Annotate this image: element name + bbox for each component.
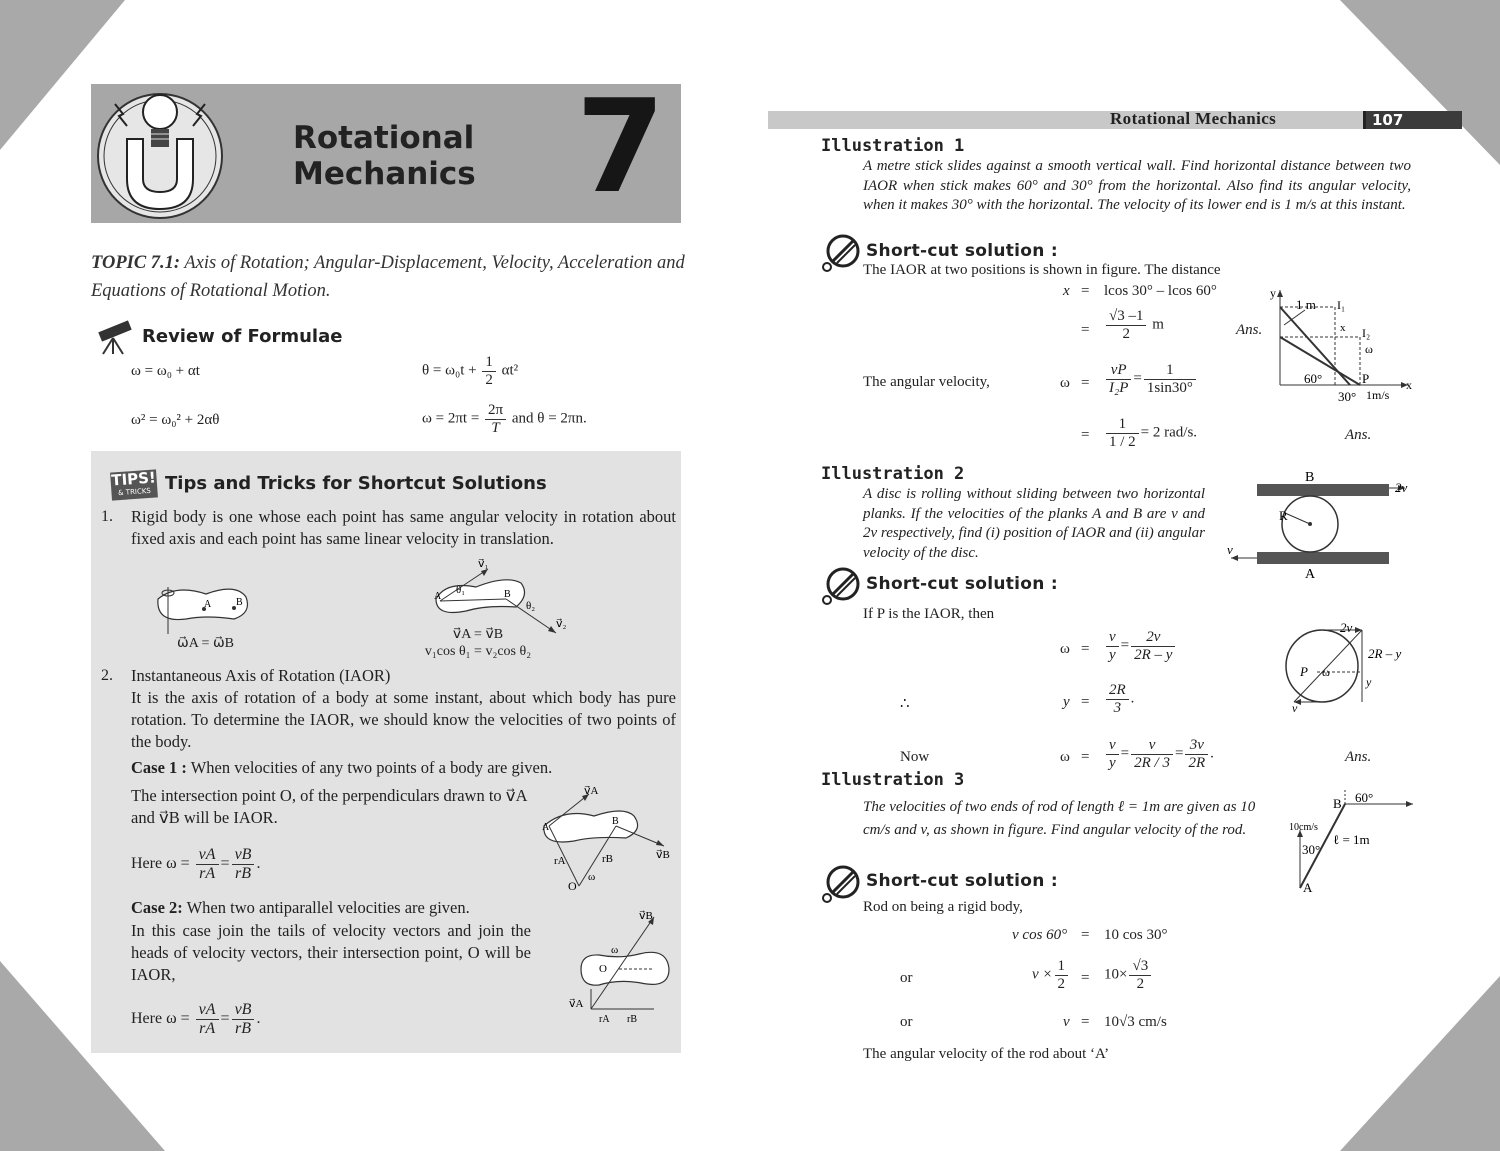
- ill2-fig2-y: y: [1366, 675, 1372, 689]
- ill1-iaor-figure: [1270, 285, 1415, 405]
- ill2-eq3-den2: 2R / 3: [1134, 754, 1170, 771]
- ill1-fig-I2: I₂: [1362, 326, 1371, 340]
- ill2-eq3: $\frac{v}{y}$ = $\frac{v}{2R / 3}$ = $\frac{3v}{2R}$ .: [1104, 737, 1214, 771]
- ill3-eq1-left: v cos 60°: [1012, 927, 1068, 943]
- case1-desc: The intersection point O, of the perpendiculars drawn to v⃗A and v⃗B will be IAOR.: [131, 786, 527, 827]
- ill1-fig-30: 30°: [1338, 389, 1357, 404]
- ill3-rod-figure: [1285, 788, 1420, 898]
- formula-2: [422, 354, 518, 388]
- ill1-fig-60: 60°: [1304, 371, 1323, 386]
- fig1-label-a: A: [204, 599, 212, 610]
- ill1-eq4-den: 1 / 2: [1109, 433, 1136, 450]
- tips-badge-main: TIPS!: [110, 468, 157, 490]
- ill1-fig-I1: I₁: [1337, 298, 1346, 312]
- ill2-eq1: $\frac{v}{y}$ = $\frac{2v}{2R - y}$: [1104, 629, 1177, 663]
- ill3-eq2-num: 1: [1055, 958, 1069, 976]
- fig3-vA: v⃗A: [584, 786, 599, 797]
- fig4-vA: v⃗A: [569, 998, 584, 1010]
- tips-box: [91, 451, 681, 1053]
- fig3-vB: v⃗B: [656, 849, 670, 861]
- telescope-icon: [91, 318, 137, 356]
- ill2-fig-v: v: [1227, 542, 1233, 557]
- fig4-O: O: [599, 963, 607, 975]
- case2-iaor-figure: [569, 909, 679, 1024]
- ill2-fig2-omega: ω: [1322, 665, 1330, 679]
- fig2-caption: [418, 626, 538, 660]
- running-header-title: Rotational Mechanics: [1110, 109, 1277, 128]
- ill1-fig-velocity: 1m/s: [1366, 388, 1390, 402]
- case2-equation: Here ω = $\frac{vA}{rA}$ = $\frac{vB}{rB}$ .: [131, 1001, 261, 1037]
- formula-2-den: 2: [485, 371, 493, 388]
- tips-item2-title: Instantaneous Axis of Rotation (IAOR): [131, 666, 391, 685]
- ill1-omega: ω: [1060, 375, 1070, 391]
- case1-text: When velocities of any two points of a body are given.: [190, 758, 553, 777]
- case2-desc: In this case join the tails of velocity vectors and join the heads of velocity vectors, their intersection point, O will be IAOR,: [131, 921, 531, 984]
- fig3-A: A: [542, 822, 550, 833]
- illustration-3-title: Illustration 3: [821, 770, 965, 790]
- ill2-eq3-num2: v: [1131, 737, 1173, 755]
- case1-omega: ω =: [166, 854, 190, 872]
- ill1-fig-y: y: [1270, 286, 1276, 300]
- ill3-or-1: or: [900, 970, 913, 986]
- ill3-eq2-left-text: v ×: [1032, 966, 1053, 983]
- case2-omega: ω =: [166, 1009, 190, 1027]
- formula-4-den: T: [491, 419, 500, 436]
- fig2-label-a: A: [434, 591, 442, 602]
- shortcut-icon: [821, 233, 861, 273]
- ill2-fig2-2v: 2v: [1340, 620, 1353, 635]
- corner-bottom-right: [1340, 976, 1500, 1151]
- ill2-now: Now: [900, 749, 930, 765]
- ill2-eq2-den: 3: [1113, 699, 1122, 716]
- illustration-2-title: Illustration 2: [821, 464, 965, 484]
- fig2-caption-2: v₁cos θ₁ = v₂cos θ₂: [424, 644, 532, 659]
- ill3-eq1-equals: =: [1081, 927, 1090, 943]
- shortcut-icon: [821, 864, 861, 904]
- formula-2-num: 1: [482, 354, 496, 372]
- ill3-eq2-right: [1104, 958, 1153, 992]
- shortcut-icon: [821, 566, 861, 606]
- case2-rB: rB: [235, 1019, 251, 1037]
- ill1-eq3: $\frac{vP}{\text{I₂P}}$ = $\frac{1}{1\sin 30^\circ}$: [1104, 362, 1198, 396]
- fig4-rB: rB: [627, 1014, 637, 1024]
- ill1-fig-x-label: x: [1340, 322, 1346, 334]
- illustration-1-shortcut-title: Short-cut solution :: [866, 241, 1058, 261]
- ill2-fig-2v: 2v: [1395, 480, 1408, 495]
- ill3-angular-velocity-text: The angular velocity of the rod about ‘A’: [863, 1046, 1110, 1062]
- fig1-label-b: B: [236, 597, 243, 608]
- fig2-theta1: θ₁: [456, 584, 466, 596]
- ill2-fig2-v: v: [1292, 701, 1298, 712]
- ill2-fig2-P: P: [1300, 664, 1308, 679]
- ill3-eq2-num2: √3: [1129, 958, 1151, 976]
- ill1-eq3-equals: =: [1081, 375, 1090, 391]
- illustration-2-solution-intro: If P is the IAOR, then: [863, 606, 995, 622]
- formula-2-a: θ = ω₀t +: [422, 362, 477, 379]
- tips-item1-text: Rigid body is one whose each point has same angular velocity in rotation about fixed axis and each point has same linear velocity in translation.: [131, 507, 676, 548]
- case1-rA: rA: [199, 864, 216, 882]
- ill3-fig-10cms: 10cm/s: [1289, 822, 1318, 833]
- case1-here: Here: [131, 854, 163, 872]
- ill1-fig-omega: ω: [1365, 342, 1373, 356]
- ill3-eq2-left: [1032, 958, 1070, 992]
- tips-badge-sub: & TRICKS: [117, 486, 152, 498]
- tips-heading: Tips and Tricks for Shortcut Solutions: [165, 473, 547, 494]
- fig2-v2: v⃗₂: [556, 618, 567, 630]
- case2-text: When two antiparallel velocities are given.: [186, 898, 470, 917]
- case2-vA: vA: [196, 1001, 219, 1020]
- ill1-ans-2: Ans.: [1345, 427, 1372, 443]
- case1-line: [131, 758, 552, 778]
- case1-rB: rB: [235, 864, 251, 882]
- tips-item2-text: It is the axis of rotation of a body at some instant, about which body has pure rotation. To determine the IAOR, we should know the velocities of two points of the body.: [131, 688, 676, 751]
- fig4-omega: ω: [611, 944, 619, 956]
- ill3-eq1-right: 10 cos 30°: [1104, 927, 1168, 943]
- ill3-fig-60: 60°: [1355, 790, 1374, 805]
- ill1-eq2-den: 2: [1122, 325, 1130, 342]
- ill2-eq2-equals: =: [1081, 694, 1090, 710]
- fig4-rA: rA: [599, 1014, 610, 1024]
- topic-label: TOPIC 7.1:: [91, 253, 181, 273]
- ill2-fig-R: R: [1279, 508, 1288, 523]
- topic-text: Axis of Rotation; Angular-Displacement, Velocity, Acceleration and Equations of Rotational Motion.: [91, 253, 685, 301]
- review-heading: Review of Formulae: [142, 326, 343, 347]
- illustration-1-text: A metre stick slides against a smooth vertical wall. Find horizontal distance between two IAOR when stick makes 60° and 30° from the horizontal. Also find its angular velocity, when it makes 30° with the horizontal. The velocity of its lower end is 1 m/s at this instant.: [863, 158, 1411, 213]
- fig2-v1: v⃗₁: [478, 559, 489, 570]
- ill1-eq3-num2: 1: [1144, 362, 1196, 380]
- ill3-or-2: or: [900, 1014, 913, 1030]
- ill2-eq3-num3: 3v: [1185, 737, 1208, 755]
- fig3-omega: ω: [588, 871, 596, 883]
- formula-4: [422, 402, 587, 436]
- ill2-eq1-den2: 2R – y: [1134, 646, 1173, 663]
- ill1-eq4-num: 1: [1106, 416, 1139, 434]
- chapter-number: 7: [576, 73, 666, 222]
- case2-line: [131, 898, 470, 918]
- illustration-3-solution-intro: Rod on being a rigid body,: [863, 899, 1023, 915]
- ill3-eq3-equals: =: [1081, 1014, 1090, 1030]
- ill3-eq2-right-text: 10×: [1104, 966, 1128, 983]
- formula-2-b: αt²: [501, 362, 519, 379]
- illustration-1-title: Illustration 1: [821, 136, 965, 156]
- case2-here: Here: [131, 1009, 163, 1027]
- ill1-eq1-right: lcos 30° – lcos 60°: [1104, 283, 1217, 299]
- ill2-ans: Ans.: [1345, 749, 1372, 765]
- lightbulb-magnet-icon: [95, 84, 230, 223]
- ill2-fig-A: A: [1305, 567, 1316, 582]
- ill1-eq1-left: x: [1063, 283, 1070, 299]
- illustration-3-text: The velocities of two ends of rod of length ℓ = 1m are given as 10 cm/s and v, as shown in figure. Find angular velocity of the rod.: [863, 799, 1256, 838]
- ill1-eq3-num1: vP: [1106, 362, 1131, 380]
- case1-iaor-figure: [534, 786, 674, 896]
- ill3-fig-30: 30°: [1302, 842, 1321, 857]
- ill1-fig-P: P: [1362, 371, 1370, 386]
- fig2-label-b: B: [504, 589, 511, 600]
- case1-vA: vA: [196, 846, 219, 865]
- case1-equation: Here ω = $\frac{vA}{rA}$ = $\frac{vB}{rB}$ .: [131, 846, 261, 882]
- tips-badge: [110, 469, 158, 500]
- ill2-iaor-figure: [1272, 620, 1417, 712]
- ill3-fig-B: B: [1333, 796, 1342, 811]
- topic-heading: [91, 249, 686, 305]
- ill1-ans-1: Ans.: [1236, 322, 1263, 338]
- ill1-eq2-num: √3 –1: [1106, 308, 1146, 326]
- fig3-B: B: [612, 816, 619, 827]
- fig3-O: O: [568, 879, 577, 893]
- tips-item2-num: 2.: [101, 667, 113, 684]
- page-number: 107: [1366, 111, 1462, 129]
- ill2-eq1-equals: =: [1081, 641, 1090, 657]
- chapter-title-line2: Mechanics: [293, 156, 476, 192]
- ill2-therefore: ∴: [900, 696, 910, 712]
- ill1-fig-1m: 1 m: [1296, 297, 1316, 312]
- formula-1: ω = ω₀ + αt: [131, 363, 200, 379]
- case1-label: Case 1 :: [131, 758, 187, 777]
- case2-vB: vB: [232, 1001, 255, 1020]
- ill1-eq4-result: = 2 rad/s.: [1140, 424, 1198, 441]
- fig4-vB: v⃗B: [639, 910, 653, 922]
- ill3-fig-length: ℓ = 1m: [1333, 832, 1370, 847]
- ill2-omega-2: ω: [1060, 749, 1070, 765]
- ill3-fig-A: A: [1303, 880, 1313, 895]
- ill1-eq2: [1104, 308, 1164, 342]
- ill1-eq4-equals: =: [1081, 427, 1090, 443]
- ill1-eq2-unit: m: [1152, 316, 1164, 333]
- illustration-2-text: A disc is rolling without sliding between two horizontal planks. If the velocities of the planks A and B are v and 2v respectively, find (i) position of IAOR and (ii) angular velocity of the disc.: [863, 486, 1205, 561]
- ill2-eq3-num1: v: [1106, 737, 1119, 755]
- formula-3: ω² = ω₀² + 2αθ: [131, 412, 220, 428]
- ill3-eq2-den2: 2: [1136, 975, 1145, 992]
- ill1-eq2-equals: =: [1081, 322, 1090, 338]
- fig3-rA: rA: [554, 855, 566, 867]
- case2-label: Case 2:: [131, 898, 183, 917]
- ill2-fig-B: B: [1305, 470, 1315, 485]
- ill2-eq2-num: 2R: [1106, 682, 1129, 700]
- illustration-1-solution-intro: The IAOR at two positions is shown in figure. The distance: [863, 262, 1221, 278]
- fig1-caption: ω⃗A = ω⃗B: [177, 636, 235, 651]
- ill3-eq2-den: 2: [1057, 975, 1066, 992]
- ill2-omega: ω: [1060, 641, 1070, 657]
- formula-4-num: 2π: [485, 402, 506, 420]
- ill1-eq4: [1104, 416, 1197, 450]
- formula-4-b: and θ = 2πn.: [511, 410, 587, 427]
- ill3-eq3-right: 10√3 cm/s: [1104, 1014, 1167, 1030]
- fig2-caption-1: v⃗A = v⃗B: [452, 627, 504, 642]
- corner-top-right: [1340, 0, 1500, 165]
- ill1-eq3-den1: I₂P: [1109, 379, 1129, 396]
- chapter-title-line1: Rotational: [293, 120, 475, 156]
- chapter-banner: [91, 73, 681, 223]
- tips-item1-num: 1.: [101, 508, 113, 525]
- chapter-title: [293, 120, 476, 192]
- ill1-fig-x-axis: x: [1406, 378, 1412, 392]
- ill2-eq3-den3: 2R: [1188, 754, 1206, 771]
- ill1-eq1-equals: =: [1081, 283, 1090, 299]
- ill3-eq2-equals: =: [1081, 970, 1090, 986]
- ill1-angular-label: The angular velocity,: [863, 374, 990, 390]
- ill2-eq3-equals: =: [1081, 749, 1090, 765]
- ill2-eq2: $\frac{2R}{3}$ .: [1104, 682, 1134, 716]
- illustration-2-shortcut-title: Short-cut solution :: [866, 574, 1058, 594]
- fig3-rB: rB: [602, 853, 613, 865]
- ill2-y: y: [1063, 694, 1070, 710]
- ill2-eq1-num1: v: [1106, 629, 1119, 647]
- ill1-eq3-den2: 1sin30°: [1146, 379, 1193, 396]
- case1-vB: vB: [232, 846, 255, 865]
- ill2-fig2-2R-y: 2R – y: [1368, 646, 1402, 661]
- formula-4-a: ω = 2πt =: [422, 410, 480, 427]
- ill2-eq3-den1: y: [1109, 754, 1116, 771]
- case2-rA: rA: [199, 1019, 216, 1037]
- ill3-eq3-left: v: [1063, 1014, 1070, 1030]
- fig2-theta2: θ₂: [526, 600, 536, 612]
- illustration-3-shortcut-title: Short-cut solution :: [866, 871, 1058, 891]
- ill2-eq1-num2: 2v: [1131, 629, 1175, 647]
- ill2-disc-planks-figure: [1225, 468, 1415, 583]
- ill2-eq1-den1: y: [1109, 646, 1116, 663]
